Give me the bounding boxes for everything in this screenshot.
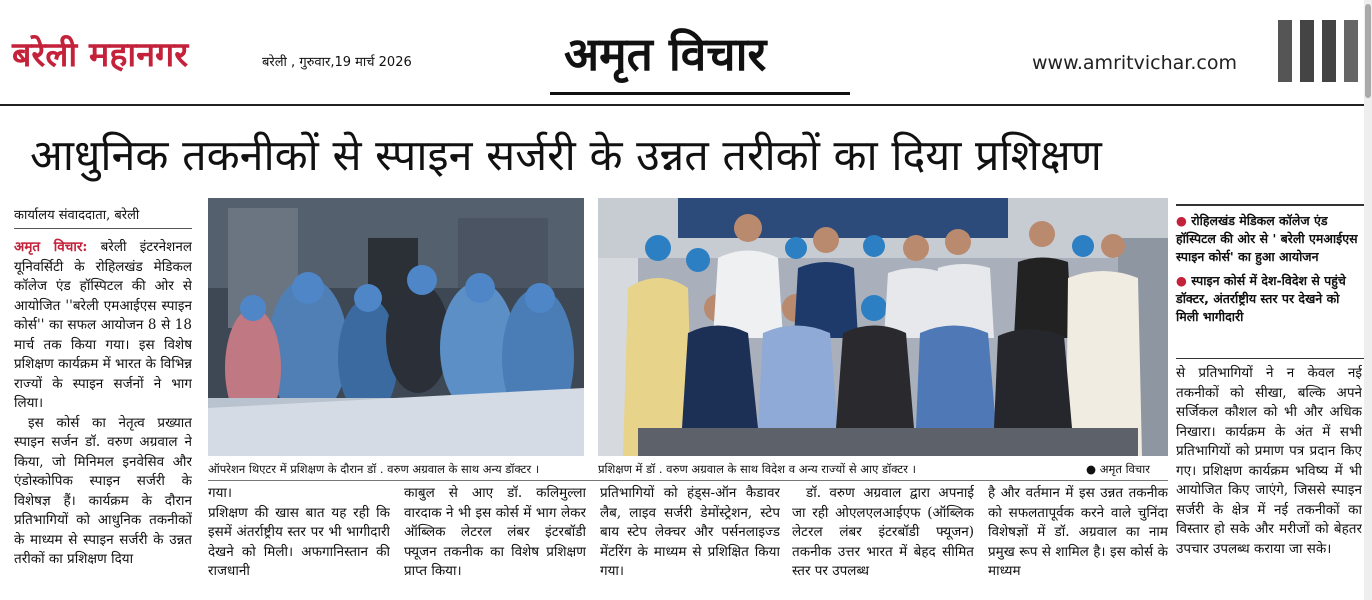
caption-rule	[208, 480, 1168, 481]
masthead: अमृत विचार	[564, 27, 767, 81]
photo-2-caption: प्रशिक्षण में डॉ . वरुण अग्रवाल के साथ विदेश व अन्य राज्यों से आए डॉक्टर ।	[598, 462, 916, 476]
highlight-2: ● स्पाइन कोर्स में देश-विदेश से पहुंचे डॉक्टर, अंतर्राष्ट्रीय स्तर पर देखने को मिली भागीदारी	[1176, 273, 1346, 324]
byline: कार्यालय संवाददाता, बरेली	[14, 208, 140, 223]
article-column-3: काबुल से आए डॉ. कलिमुल्ला वारदाक ने भी इस कोर्स में भाग लेकर ऑब्लिक लेटरल लंबर इंटरबॉडी फ्यूजन तकनीक का विशेष प्रशिक्षण प्राप्त किया।	[404, 485, 586, 579]
photo-credit: ● अमृत विचार	[1086, 462, 1150, 476]
highlight-1: ● रोहिलखंड मेडिकल कॉलेज एंड हॉस्पिटल की ओर से ' बरेली एमआईएस स्पाइन कोर्स' का हुआ आयोजन	[1176, 213, 1358, 264]
article-column-6: है और वर्तमान में इस उन्नत तकनीक को सफलतापूर्वक करने वाले चुनिंदा विशेषज्ञों में डॉ. अग्रवाल का नाम प्रमुख रूप से शामिल है। इस कोर्स के माध्यम	[988, 485, 1168, 579]
paragraph-1: बरेली इंटरनेशनल यूनिवर्सिटी के रोहिलखंड मेडिकल कॉलेज एंड हॉस्पिटल की ओर से आयोजित ''बरेली एमआईएस स्पाइन कोर्स'' का सफल आयोजन 8 से 18 मार्च तक किया गया। इस विशेष प्रशिक्षण कार्यक्रम में भारत के विभिन्न राज्यों के स्पाइन सर्जनों ने भाग लिया।	[14, 239, 192, 411]
website-link[interactable]: www.amritvichar.com	[1032, 52, 1237, 74]
photo-group	[598, 198, 1168, 456]
photo-1-caption: ऑपरेशन थिएटर में प्रशिक्षण के दौरान डॉ . वरुण अग्रवाल के साथ अन्य डॉक्टर ।	[208, 462, 540, 476]
article-column-4: प्रतिभागियों को हंड्स-ऑन कैडावर लैब, लाइव सर्जरी डेमोंस्ट्रेशन, स्टेप बाय स्टेप लेक्चर और पर्सनलाइज्ड मेंटरिंग के माध्यम से प्रशिक्षित किया गया।	[600, 485, 780, 579]
section-title: बरेली महानगर	[12, 35, 189, 75]
photo-illustration-group	[598, 198, 1168, 456]
lead-in: अमृत विचार:	[14, 239, 88, 255]
byline-rule	[14, 228, 192, 229]
dateline: बरेली , गुरुवार,19 मार्च 2026	[262, 55, 412, 70]
photo-illustration	[208, 198, 584, 456]
article-column-2: गया। प्रशिक्षण की खास बात यह रही कि इसमें अंतर्राष्ट्रीय स्तर पर भी भागीदारी देखने को मिली। अफगानिस्तान की राजधानी	[208, 485, 390, 579]
header-rule	[0, 104, 1372, 106]
photo-operation-theatre	[208, 198, 584, 456]
scrollbar-thumb[interactable]	[1365, 4, 1371, 98]
masthead-underline	[550, 92, 850, 95]
highlights	[1176, 212, 1366, 332]
article-column-5: डॉ. वरुण अग्रवाल द्वारा अपनाई जा रही ओएलएलआईएफ (ऑब्लिक लेटरल लंबर इंटरबॉडी फ्यूजन) तकनीक उत्तर भारत में बेहद सीमित स्तर पर उपलब्ध	[792, 485, 974, 579]
paragraph-2: इस कोर्स का नेतृत्व प्रख्यात स्पाइन सर्जन डॉ. वरुण अग्रवाल ने किया, जो मिनिमल इनवेसिव और एंडोस्कोपिक स्पाइन सर्जरी के विशेषज्ञ हैं। कार्यक्रम के दौरान प्रतिभागियों को आधुनिक तकनीकों के माध्यम से स्पाइन सर्जरी के उन्नत तरीकों का प्रशिक्षण दिया	[14, 414, 192, 567]
article-column-7: से प्रतिभागियों ने न केवल नई तकनीकों को सीखा, बल्कि अपने सर्जिकल कौशल को भी और अधिक निखारा। कार्यक्रम के अंत में सभी प्रतिभागियों को प्रमाण पत्र प्रदान किए गए। प्रशिक्षण कार्यक्रम भविष्य में भी आयोजित किए जाएंगे, जिससे स्पाइन सर्जरी के क्षेत्र में नई तकनीकों का विस्तार हो सके और मरीजों को बेहतर उपचार उपलब्ध कराया जा सके।	[1176, 365, 1362, 557]
highlights-bottom-rule	[1176, 358, 1366, 359]
barcode-logo-icon	[1278, 20, 1362, 82]
headline: आधुनिक तकनीकों से स्पाइन सर्जरी के उन्नत तरीकों का दिया प्रशिक्षण	[30, 131, 1102, 181]
article-column-1	[14, 238, 192, 598]
right-column-rule	[1176, 204, 1366, 206]
